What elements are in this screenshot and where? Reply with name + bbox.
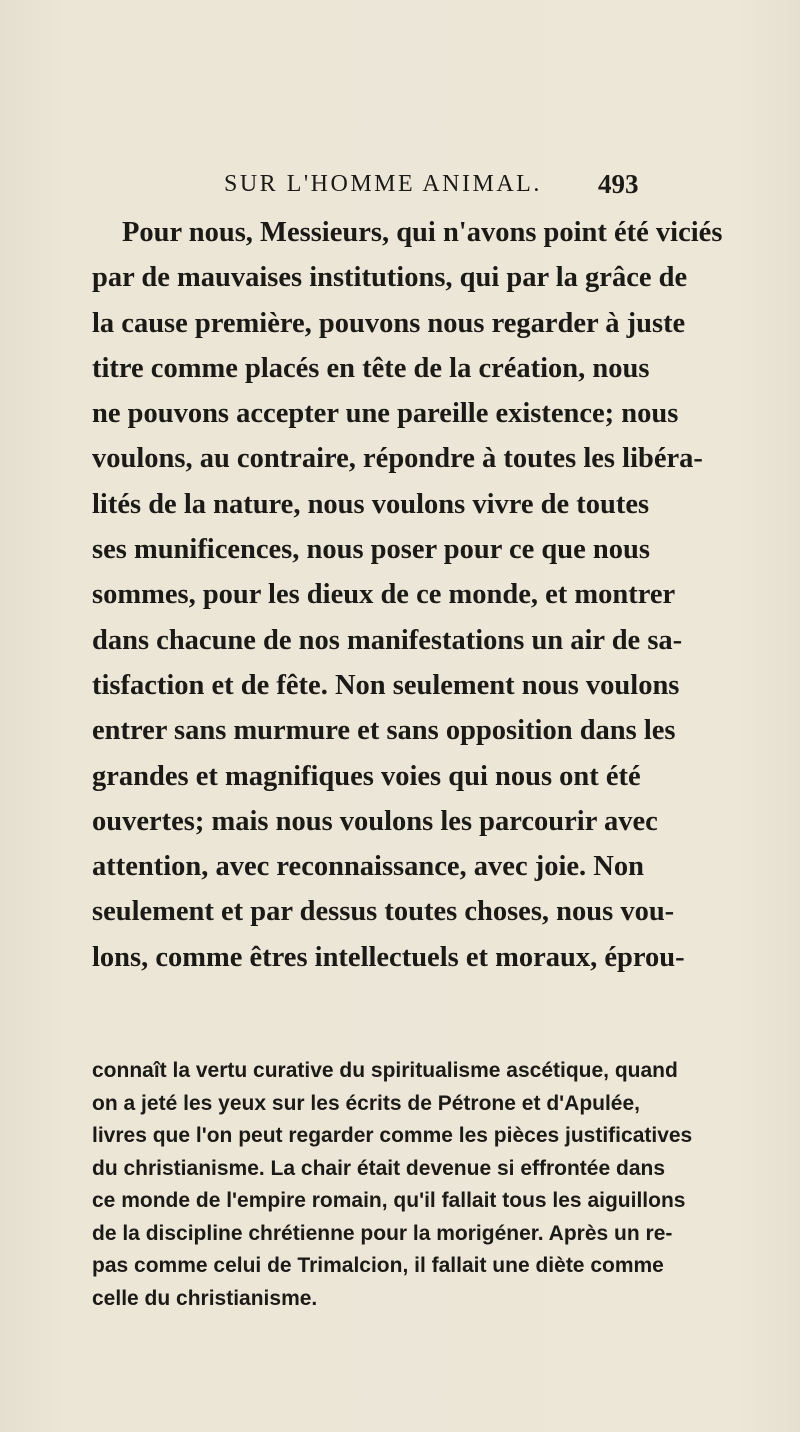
footnote-line: de la discipline chrétienne pour la morigéner. Après un re- bbox=[92, 1221, 673, 1245]
text-line: ouvertes; mais nous voulons les parcourir avec bbox=[92, 805, 658, 837]
footnote-line: connaît la vertu curative du spiritualisme ascétique, quand bbox=[92, 1059, 678, 1082]
text-line: dans chacune de nos manifestations un air de sa- bbox=[92, 624, 683, 656]
text-line: titre comme placés en tête de la création, nous bbox=[92, 352, 650, 384]
footnote-line: ce monde de l'empire romain, qu'il fallait tous les aiguillons bbox=[92, 1189, 686, 1212]
text-line: par de mauvaises institutions, qui par la grâce de bbox=[92, 262, 688, 294]
text-line: voulons, au contraire, répondre à toutes les libéra- bbox=[92, 443, 703, 475]
text-line: grandes et magnifiques voies qui nous ont été bbox=[92, 760, 641, 792]
text-line: seulement et par dessus toutes choses, nous vou- bbox=[92, 896, 675, 928]
footnote bbox=[92, 1055, 693, 1315]
running-head bbox=[0, 168, 800, 200]
text-line: sommes, pour les dieux de ce monde, et montrer bbox=[92, 579, 676, 611]
text-line: ne pouvons accepter une pareille existence; nous bbox=[92, 398, 679, 430]
running-title: SUR L'HOMME ANIMAL. bbox=[224, 171, 542, 197]
text-line: la cause première, pouvons nous regarder à juste bbox=[92, 307, 686, 339]
text-line: Pour nous, Messieurs, qui n'avons point été viciés bbox=[122, 217, 723, 248]
page-number: 493 bbox=[598, 169, 639, 199]
text-line: ses munificences, nous poser pour ce que nous bbox=[92, 534, 650, 566]
text-line: entrer sans murmure et sans opposition dans les bbox=[92, 715, 676, 747]
main-paragraph bbox=[92, 210, 723, 980]
footnote-line: celle du christianisme. bbox=[92, 1286, 318, 1310]
text-line: lons, comme êtres intellectuels et moraux, éprou- bbox=[92, 941, 685, 973]
text-line: lités de la nature, nous voulons vivre de toutes bbox=[92, 488, 650, 520]
text-line: attention, avec reconnaissance, avec joie. Non bbox=[92, 851, 644, 883]
footnote-line: du christianisme. La chair était devenue si effrontée dans bbox=[92, 1156, 666, 1180]
text-line: tisfaction et de fête. Non seulement nous voulons bbox=[92, 669, 680, 701]
footnote-line: livres que l'on peut regarder comme les pièces justificatives bbox=[92, 1124, 693, 1147]
footnote-line: pas comme celui de Trimalcion, il fallait une diète comme bbox=[92, 1254, 664, 1277]
footnote-line: on a jeté les yeux sur les écrits de Pétrone et d'Apulée, bbox=[92, 1091, 640, 1115]
